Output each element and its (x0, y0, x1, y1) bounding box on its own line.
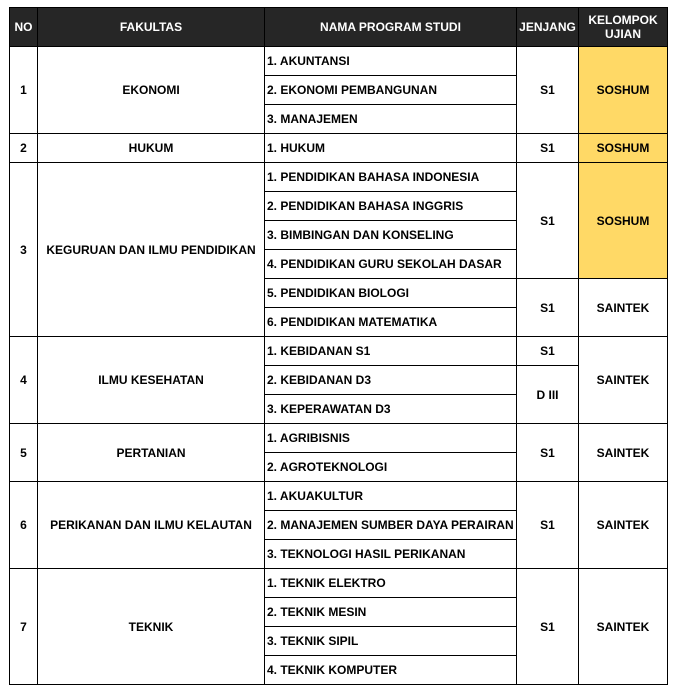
degree-level: S1 (517, 337, 579, 366)
row-number: 4 (10, 337, 38, 424)
faculty-name: PERIKANAN DAN ILMU KELAUTAN (38, 482, 265, 569)
header-jenjang: JENJANG (517, 8, 579, 47)
header-program: NAMA PROGRAM STUDI (265, 8, 517, 47)
table-row (10, 337, 668, 366)
faculty-name: PERTANIAN (38, 424, 265, 482)
header-fakultas: FAKULTAS (38, 8, 265, 47)
table-row (10, 424, 668, 453)
degree-level: S1 (517, 163, 579, 279)
row-number: 7 (10, 569, 38, 685)
exam-group: SAINTEK (579, 482, 668, 569)
degree-level: S1 (517, 47, 579, 134)
program-name: 3. BIMBINGAN DAN KONSELING (265, 221, 517, 250)
degree-level: S1 (517, 279, 579, 337)
program-name: 2. EKONOMI PEMBANGUNAN (265, 76, 517, 105)
faculty-name: ILMU KESEHATAN (38, 337, 265, 424)
program-name: 3. TEKNIK SIPIL (265, 627, 517, 656)
program-study-table (9, 7, 668, 685)
program-name: 1. AGRIBISNIS (265, 424, 517, 453)
exam-group: SAINTEK (579, 279, 668, 337)
row-number: 2 (10, 134, 38, 163)
program-name: 1. HUKUM (265, 134, 517, 163)
program-name: 5. PENDIDIKAN BIOLOGI (265, 279, 517, 308)
faculty-name: HUKUM (38, 134, 265, 163)
exam-group: SAINTEK (579, 337, 668, 424)
faculty-name: KEGURUAN DAN ILMU PENDIDIKAN (38, 163, 265, 337)
header-row (10, 8, 668, 47)
exam-group: SOSHUM (579, 163, 668, 279)
header-no: NO (10, 8, 38, 47)
degree-level: S1 (517, 482, 579, 569)
program-name: 6. PENDIDIKAN MATEMATIKA (265, 308, 517, 337)
program-name: 3. TEKNOLOGI HASIL PERIKANAN (265, 540, 517, 569)
faculty-name: EKONOMI (38, 47, 265, 134)
row-number: 3 (10, 163, 38, 337)
degree-level: S1 (517, 134, 579, 163)
program-name: 2. TEKNIK MESIN (265, 598, 517, 627)
program-name: 1. TEKNIK ELEKTRO (265, 569, 517, 598)
table-row (10, 482, 668, 511)
degree-level: S1 (517, 424, 579, 482)
program-name: 1. AKUNTANSI (265, 47, 517, 76)
program-name: 2. MANAJEMEN SUMBER DAYA PERAIRAN (265, 511, 517, 540)
table-row (10, 569, 668, 598)
table-row (10, 134, 668, 163)
exam-group: SAINTEK (579, 424, 668, 482)
row-number: 1 (10, 47, 38, 134)
program-name: 4. TEKNIK KOMPUTER (265, 656, 517, 685)
row-number: 5 (10, 424, 38, 482)
row-number: 6 (10, 482, 38, 569)
program-name: 2. KEBIDANAN D3 (265, 366, 517, 395)
exam-group: SOSHUM (579, 134, 668, 163)
program-name: 1. AKUAKULTUR (265, 482, 517, 511)
program-name: 1. KEBIDANAN S1 (265, 337, 517, 366)
program-name: 3. MANAJEMEN (265, 105, 517, 134)
header-kelompok: KELOMPOK UJIAN (579, 8, 668, 47)
degree-level: S1 (517, 569, 579, 685)
degree-level: D III (517, 366, 579, 424)
program-name: 2. PENDIDIKAN BAHASA INGGRIS (265, 192, 517, 221)
program-name: 2. AGROTEKNOLOGI (265, 453, 517, 482)
program-name: 1. PENDIDIKAN BAHASA INDONESIA (265, 163, 517, 192)
table-row (10, 163, 668, 192)
program-name: 4. PENDIDIKAN GURU SEKOLAH DASAR (265, 250, 517, 279)
exam-group: SAINTEK (579, 569, 668, 685)
faculty-name: TEKNIK (38, 569, 265, 685)
exam-group: SOSHUM (579, 47, 668, 134)
program-name: 3. KEPERAWATAN D3 (265, 395, 517, 424)
table-row (10, 47, 668, 76)
